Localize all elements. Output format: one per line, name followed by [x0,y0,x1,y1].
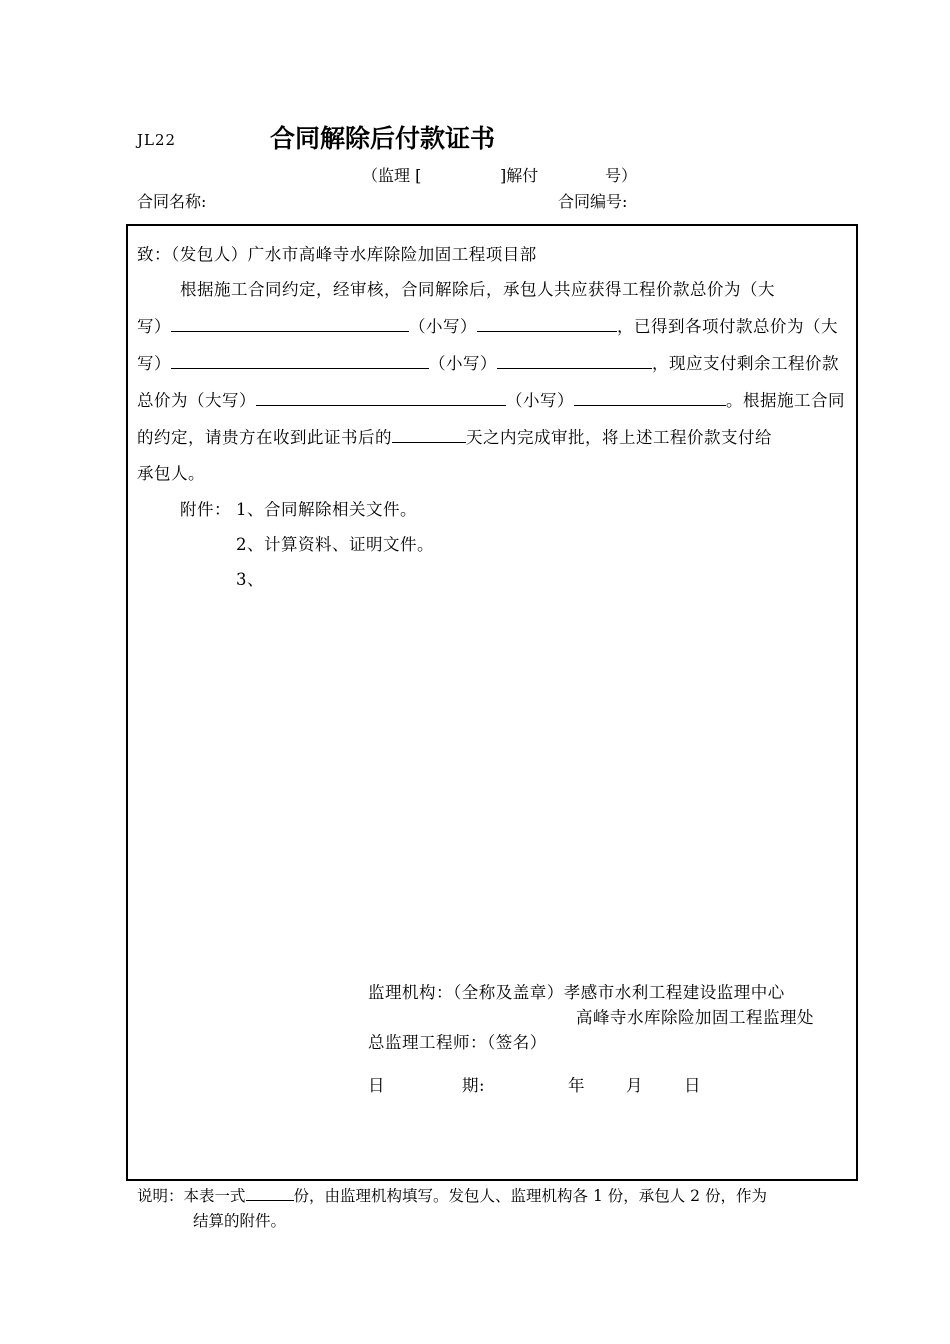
paragraph-line-6: 承包人。 [137,464,205,483]
text-fragment: 写） [137,354,171,373]
text-fragment: 的约定，请贵方在收到此证书后的 [137,428,392,447]
supervision-org-line: 监理机构：（全称及盖章）孝感市水利工程建设监理中心 [368,983,785,1002]
supervision-number-end: 号） [605,166,638,185]
remaining-amount-words-field[interactable] [256,388,506,406]
chief-engineer-signature: 总监理工程师：（签名） [368,1033,547,1052]
total-amount-figures-field[interactable] [477,314,617,332]
text-fragment: 说明：本表一式 [137,1187,246,1205]
text-fragment: 写） [137,317,171,336]
page-title: 合同解除后付款证书 [270,124,496,153]
total-amount-words-field[interactable] [171,314,409,332]
recipient-line: 致：（发包人）广水市高峰寺水库除险加固工程项目部 [137,245,537,264]
date-day-label: 日 [684,1076,701,1095]
text-fragment: 。根据施工合同 [726,391,845,410]
footer-note [137,1184,767,1206]
text-fragment: 总价为（大写） [137,391,256,410]
text-fragment: ，现应支付剩余工程价款 [652,354,839,373]
paragraph-line-5 [137,424,772,448]
text-fragment: 天之内完成审批，将上述工程价款支付给 [466,428,772,447]
paragraph-line-3 [137,350,839,374]
copies-count-field[interactable] [246,1184,294,1201]
text-fragment: （小写） [429,354,497,373]
text-fragment: （小写） [506,391,574,410]
footer-note-line-2: 结算的附件。 [193,1212,287,1230]
paid-amount-figures-field[interactable] [497,351,652,369]
date-year-label: 年 [568,1076,585,1095]
attachment-item-2: 2、计算资料、证明文件。 [236,535,434,554]
text-fragment: 份，由监理机构填写。发包人、监理机构各 1 份，承包人 2 份，作为 [293,1187,767,1205]
contract-name-label: 合同名称: [137,192,207,211]
date-label-qi: 期: [462,1076,486,1095]
supervision-org-line-2: 高峰寺水库除险加固工程监理处 [576,1008,814,1027]
paragraph-line-4 [137,387,845,411]
supervision-number-mid: ]解付 [500,166,539,185]
text-fragment: ，已得到各项付款总价为（大 [617,317,838,336]
date-month-label: 月 [626,1076,643,1095]
paragraph-line-1: 根据施工合同约定，经审核，合同解除后，承包人共应获得工程价款总价为（大 [180,280,775,299]
paid-amount-words-field[interactable] [171,351,429,369]
approval-days-field[interactable] [392,425,466,443]
attachments-label: 附件： [180,500,231,519]
remaining-amount-figures-field[interactable] [574,388,726,406]
attachment-item-3: 3、 [236,570,264,589]
date-label-ri: 日 [368,1076,385,1095]
contract-number-label: 合同编号: [558,192,628,211]
form-code: JL22 [137,131,177,149]
text-fragment: （小写） [409,317,477,336]
paragraph-line-2 [137,313,838,337]
attachment-item-1: 1、合同解除相关文件。 [236,500,417,519]
supervision-number-open: （监理 [ [362,166,422,185]
